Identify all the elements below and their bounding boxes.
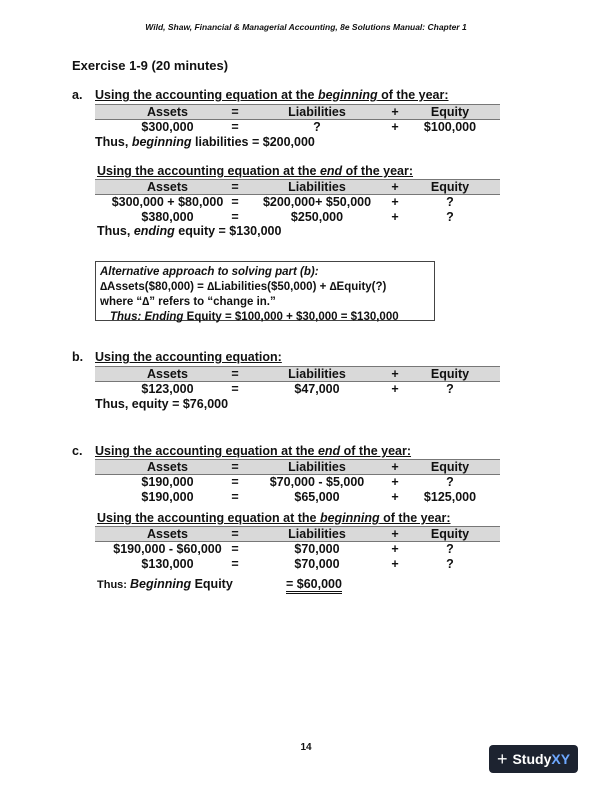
logo-text: StudyXY xyxy=(512,751,571,767)
alternative-approach-box xyxy=(95,261,435,321)
table-row: $190,000 = $65,000 + $125,000 xyxy=(141,490,477,504)
table-row: $190,000 - $60,000 = $70,000 + ? xyxy=(113,542,454,556)
running-header: Wild, Shaw, Financial & Managerial Accounting, 8e Solutions Manual: Chapter 1 xyxy=(145,22,467,32)
part-b-result: Thus, equity = $76,000 xyxy=(95,397,229,411)
part-b-heading: b. Using the accounting equation: xyxy=(72,350,282,364)
equation-table-a2 xyxy=(95,179,500,225)
table-row: $123,000 = $47,000 + ? xyxy=(141,382,454,396)
alt-line-1: Alternative approach to solving part (b): xyxy=(100,266,319,278)
part-c-result-value: = $60,000 xyxy=(286,577,342,591)
part-c-heading-1: c. Using the accounting equation at the end of the year: xyxy=(72,444,412,458)
table-header: Assets = Liabilities + Equity xyxy=(95,179,500,195)
col-liabilities: Liabilities xyxy=(288,105,346,119)
col-assets: Assets xyxy=(147,105,188,119)
table-row: $300,000 = ? + $100,000 xyxy=(141,120,477,134)
part-a-result-1: Thus, beginning liabilities = $200,000 xyxy=(95,135,315,149)
table-header: Assets = Liabilities + Equity xyxy=(95,366,500,382)
col-eq: = xyxy=(231,105,239,119)
studyxy-logo xyxy=(489,745,578,773)
exercise-title: Exercise 1-9 (20 minutes) xyxy=(72,58,229,73)
equation-table-c1 xyxy=(95,459,500,505)
part-a-heading-2: Using the accounting equation at the end of the year: xyxy=(97,164,414,178)
part-a-heading-1-text: Using the accounting equation at the beginning of the year: xyxy=(95,88,449,102)
table-header xyxy=(95,104,500,120)
table-row: $380,000 = $250,000 + ? xyxy=(141,210,454,224)
page-number: 14 xyxy=(300,742,312,753)
alt-line-4: Thus: Ending Equity = $100,000 + $30,000 = $130,000 xyxy=(110,311,399,323)
part-a-result-2: Thus, ending equity = $130,000 xyxy=(97,224,282,238)
table-header: Assets = Liabilities + Equity xyxy=(95,459,500,475)
part-c-letter: c. xyxy=(72,444,83,458)
equation-table-b xyxy=(95,366,500,397)
table-row: $190,000 = $70,000 - $5,000 + ? xyxy=(141,475,454,489)
part-c-result-label: Thus: Beginning Equity xyxy=(97,577,233,591)
plus-icon: + xyxy=(496,748,508,769)
table-row: $130,000 = $70,000 + ? xyxy=(141,557,454,571)
part-c-heading-2: Using the accounting equation at the beginning of the year: xyxy=(97,511,451,525)
alt-line-3: where “∆” refers to “change in.” xyxy=(100,296,276,308)
part-a-letter: a. xyxy=(72,88,83,102)
part-b-letter: b. xyxy=(72,350,84,364)
equation-table-a1 xyxy=(95,104,500,135)
equation-table-c2 xyxy=(95,526,500,572)
col-equity: Equity xyxy=(430,105,470,119)
col-plus: + xyxy=(391,105,399,119)
table-row: $300,000 + $80,000 = $200,000+ $50,000 + ? xyxy=(111,195,454,209)
alt-line-2: ∆Assets($80,000) = ∆Liabilities($50,000) + ∆Equity(?) xyxy=(100,281,387,293)
part-a-heading-1 xyxy=(72,88,512,102)
table-header: Assets = Liabilities + Equity xyxy=(95,526,500,542)
